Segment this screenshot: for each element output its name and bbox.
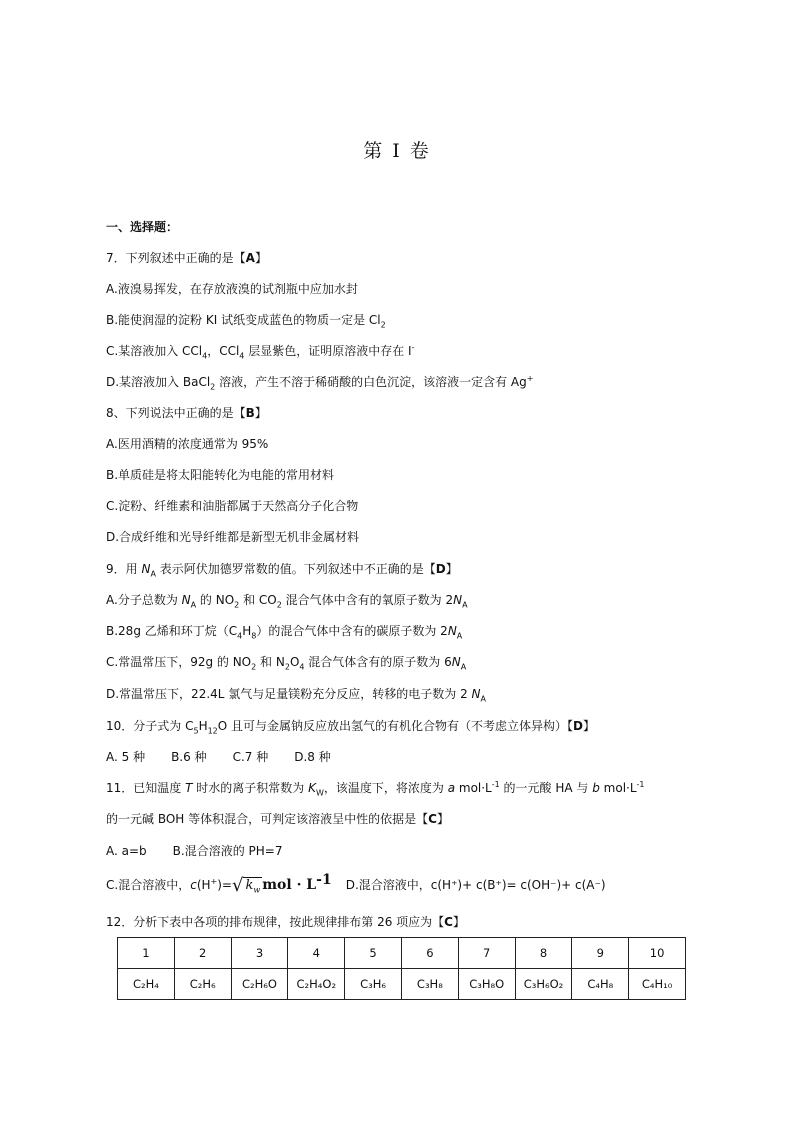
table-header-cell: 8 — [515, 938, 572, 969]
question-10-answer: D — [573, 719, 584, 733]
table-row — [118, 969, 686, 1000]
question-7-stem: 7．下列叙述中正确的是【A】 — [106, 251, 267, 265]
question-9-answer: D — [435, 562, 446, 576]
question-8-option-d: D.合成纤维和光导纤维都是新型无机非金属材料 — [106, 530, 360, 544]
question-8-answer: B — [245, 406, 255, 420]
question-10-option-c: C.7 种 — [232, 750, 269, 764]
question-11-answer: C — [428, 812, 437, 826]
table-cell: C₂H₆ — [174, 969, 231, 1000]
table-header-cell: 10 — [629, 938, 686, 969]
question-11-options-cd — [106, 872, 606, 896]
question-7-option-b: B.能使润湿的淀粉 KI 试纸变成蓝色的物质一定是 $Cl_2$ — [106, 313, 386, 330]
question-8-option-c: C.淀粉、纤维素和油脂都属于天然高分子化合物 — [106, 499, 359, 513]
question-9-stem: 9．用 $N_A$ 表示阿伏加德罗常数的值。下列叙述中不正确的是【D】 — [106, 562, 458, 579]
table-header-cell: 6 — [401, 938, 458, 969]
table-header-cell: 4 — [288, 938, 345, 969]
table-header-cell: 1 — [118, 938, 175, 969]
table-cell: C₂H₄ — [118, 969, 175, 1000]
question-12-answer: C — [444, 915, 453, 929]
table-cell: C₂H₄O₂ — [288, 969, 345, 1000]
question-11-stem-line-2: 的一元碱 BOH 等体积混合，可判定该溶液呈中性的依据是【C】 — [106, 812, 449, 826]
question-9-option-c: C.常温常压下，92g 的 $NO_2$ 和 $N_2O_4$ 混合气体含有的原子数为 $6N_A$ — [106, 655, 467, 672]
square-root-sign: √ — [231, 875, 244, 896]
table-cell: C₄H₁₀ — [629, 969, 686, 1000]
table-cell: C₄H₈ — [572, 969, 629, 1000]
question-10-option-b: B.6 种 — [171, 750, 207, 764]
table-header-cell: 2 — [174, 938, 231, 969]
table-header-cell: 5 — [345, 938, 402, 969]
sequence-table — [117, 937, 686, 1000]
question-11-options-ab — [106, 842, 282, 860]
question-8-option-a: A.医用酒精的浓度通常为 95% — [106, 437, 269, 451]
table-cell: C₃H₈ — [401, 969, 458, 1000]
question-7-option-d: D.某溶液加入 BaCl$_2$ 溶液，产生不溶于稀硝酸的白色沉淀，该溶液一定含有 Ag+ — [106, 374, 534, 392]
page-title: 第 I 卷 — [363, 140, 431, 162]
table-cell: C₃H₆O₂ — [515, 969, 572, 1000]
question-8-option-b: B.单质硅是将太阳能转化为电能的常用材料 — [106, 468, 335, 482]
question-8-stem: 8、下列说法中正确的是【B】 — [106, 406, 267, 420]
table-cell: C₃H₆ — [345, 969, 402, 1000]
question-9-option-b: B.28g 乙烯和环丁烷$(C_4H_8)$的混合气体中含有的碳原子数为 $2N_A$ — [106, 624, 463, 641]
question-10-stem: 10．分子式为 $C_5H_{12}O$ 且可与金属钠反应放出氢气的有机化合物有（不考虑立体异构）【D】 — [106, 719, 596, 736]
question-7-option-a: A.液溴易挥发，在存放液溴的试剂瓶中应加水封 — [106, 282, 358, 296]
question-11-option-b: B.混合溶液的 PH=7 — [172, 844, 283, 858]
question-9-option-a: A.分子总数为 $N_A$ 的 $NO_2$ 和 $CO_2$ 混合气体中含有的氧原子数为 $2N_A$ — [106, 593, 468, 610]
table-header-cell: 7 — [458, 938, 515, 969]
question-11-option-d: D.混合溶液中，c(H⁺)+ c(B⁺)= c(OH⁻)+ c(A⁻) — [345, 878, 606, 892]
question-10-option-a: A. 5 种 — [106, 750, 146, 764]
question-12-stem: 12．分析下表中各项的排布规律，按此规律排布第 26 项应为【C】 — [106, 915, 465, 929]
question-9-option-d: D.常温常压下，22.4L 氯气与足量镁粉充分反应，转移的电子数为 2 $N_A$ — [106, 687, 487, 704]
table-header-cell: 3 — [231, 938, 288, 969]
question-10-option-d: D.8 种 — [294, 750, 331, 764]
section-heading: 一、选择题： — [106, 220, 179, 234]
question-11-stem-line-1: 11．已知温度 T 时水的离子积常数为 $K_W$，该温度下，将浓度为 a $mol\cdot L^{-1}$ 的一元酸 HA 与 b $mol\cdot L^{-1}$ — [106, 780, 645, 798]
table-cell: C₂H₆O — [231, 969, 288, 1000]
question-7-answer: A — [245, 251, 255, 265]
question-11-option-a: A. a=b — [106, 844, 147, 858]
question-11-option-c: C.混合溶液中，c(H+)=√ $k_w$ mol · $L^{-1}$ — [106, 872, 332, 896]
table-header-row — [118, 938, 686, 969]
table-cell: C₃H₈O — [458, 969, 515, 1000]
question-10-options — [106, 748, 331, 766]
table-header-cell: 9 — [572, 938, 629, 969]
question-7-option-c: C.某溶液加入 CCl$_4$，CCl$_4$ 层显紫色，证明原溶液中存在 I- — [106, 343, 415, 361]
